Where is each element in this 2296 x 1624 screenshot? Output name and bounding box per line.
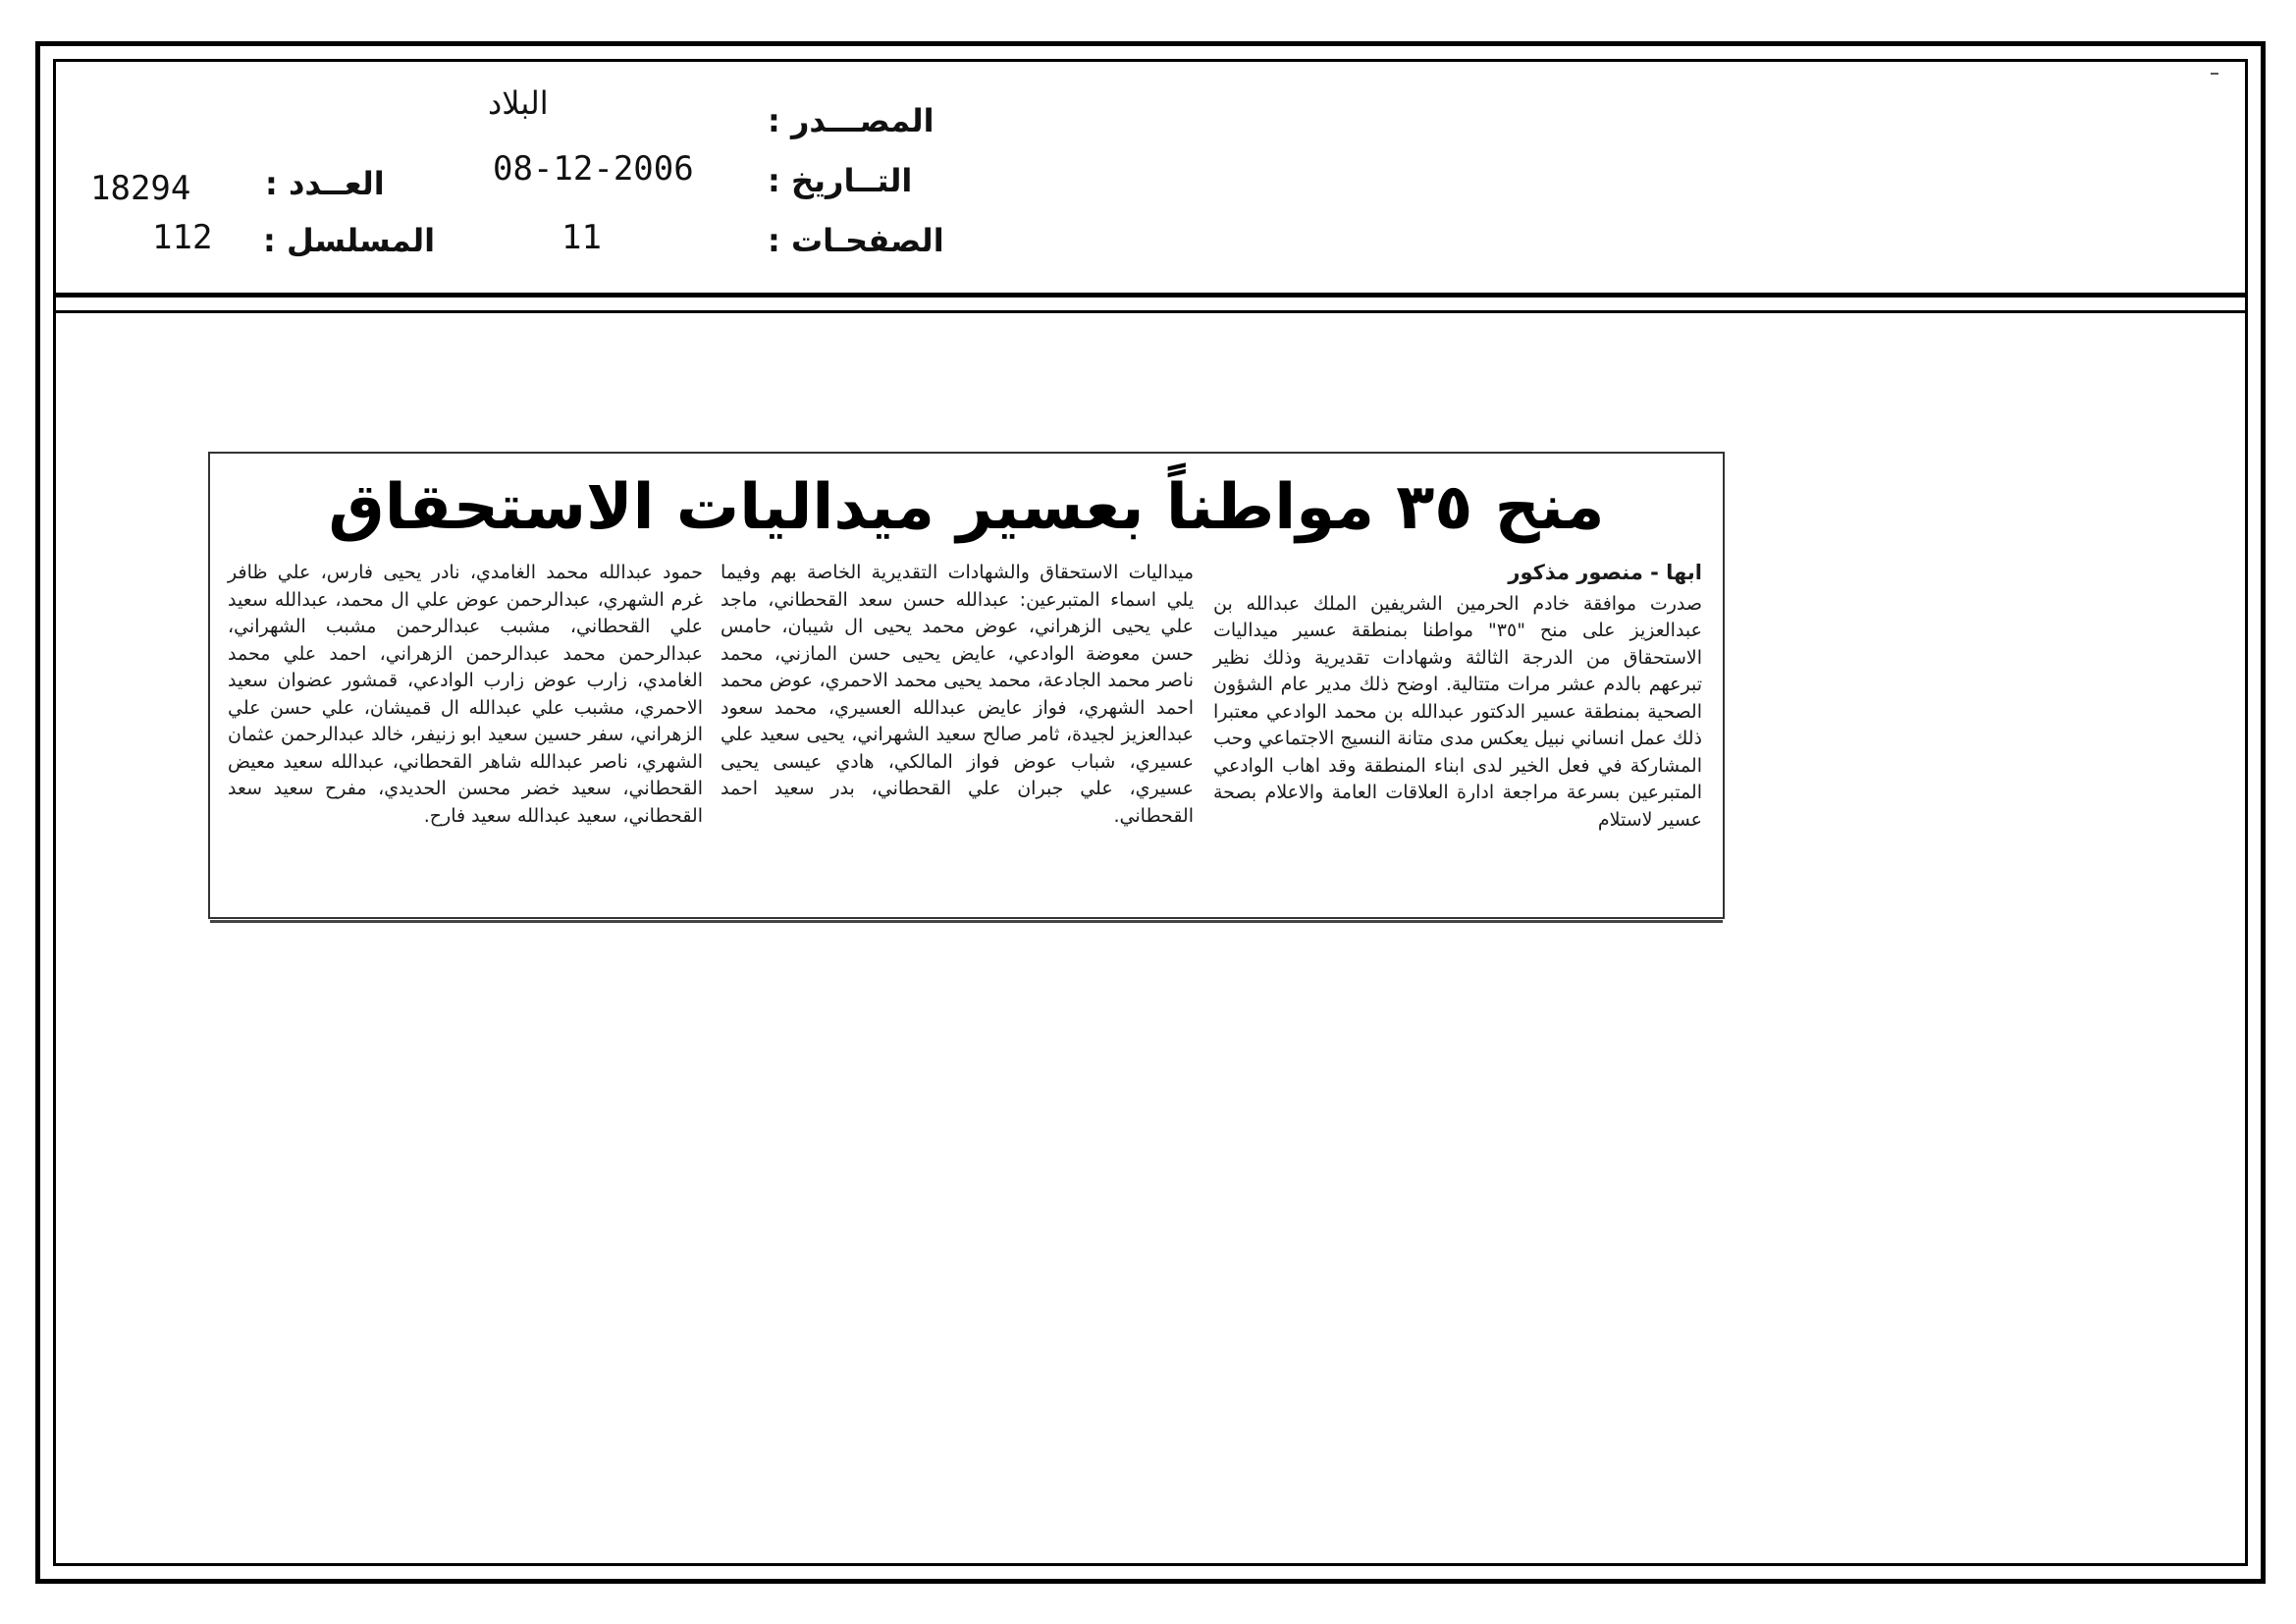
- corner-mark: [2211, 73, 2218, 75]
- header-divider: [53, 293, 2248, 298]
- article-column-1: [1213, 560, 1702, 834]
- source-label: المصـــدر :: [768, 102, 934, 139]
- article-byline: ابها - منصور مذكور: [1508, 561, 1702, 584]
- news-clipping: [208, 452, 1725, 919]
- article-column-2-text: ميداليات الاستحقاق والشهادات التقديرية الخاصة بهم وفيما يلي اسماء المتبرعين: عبدالله حسن سعد القحطاني، ماجد علي يحيى الزهراني، عوض محمد يحيى ال شيبان، حامس حسن معوضة الوادعي، عايض يحيى حسن المازني، محمد ناصر محمد الجادعة، محمد يحيى محمد الاحمري، عوض محمد احمد الشهري، فواز عايض عبدالله العسيري، محمد سعود عبدالعزيز لجيدة، ثامر صالح سعيد الشهراني، يحيى سعيد علي عسيري، شباب عوض فواز المالكي، هادي عيسى يحيى عسيري، علي جبران علي القحطاني، بدر سعيد احمد القحطاني.: [721, 562, 1194, 827]
- serial-value: 112: [152, 218, 213, 257]
- source-value: البلاد: [488, 84, 549, 122]
- header-divider-thin: [53, 310, 2248, 313]
- issue-value: 18294: [90, 169, 191, 208]
- article-headline: منح ٣٥ مواطناً بعسير ميداليات الاستحقاق: [328, 471, 1605, 544]
- date-label: التــاريخ :: [768, 162, 913, 199]
- article-column-3-text: حمود عبدالله محمد الغامدي، نادر يحيى فارس، علي ظافر غرم الشهري، عبدالرحمن عوض علي ال محمد، عبدالله سعيد علي القحطاني، مشبب عبدالرحمن مشبب الشهراني، عبدالرحمن محمد عبدالرحمن الزهراني، احمد علي محمد الغامدي، زارب عوض زارب الوادعي، قمشور عضوان سعيد الاحمري، مشبب علي عبدالله ال قميشان، علي حسن علي الزهراني، سفر حسين سعيد ابو زنيفر، خالد عبدالرحمن عثمان الشهري، ناصر عبدالله شاهر القحطاني، عبدالله سعيد معيض القحطاني، سعيد خضر محسن الحديدي، مفرح سعيد سعد القحطاني، سعيد عبدالله سعيد فارح.: [228, 562, 703, 827]
- date-value: 08-12-2006: [493, 149, 694, 189]
- article-column-2: [721, 560, 1194, 830]
- serial-label: المسلسل :: [263, 222, 436, 259]
- pages-label: الصفحـات :: [768, 222, 944, 259]
- article-column-3: [228, 560, 703, 830]
- article-column-1-text: صدرت موافقة خادم الحرمين الشريفين الملك عبدالله بن عبدالعزيز على منح "٣٥" مواطنا بمنطقة عسير ميداليات الاستحقاق من الدرجة الثالثة وشهادات تقديرية وذلك نظير تبرعهم بالدم عشر مرات متتالية. اوضح ذلك مدير عام الشؤون الصحية بمنطقة عسير الدكتور عبدالله بن محمد الوادعي معتبرا ذلك عمل انساني نبيل يعكس مدى متانة النسيج الاجتماعي وحب المشاركة في فعل الخير لدى ابناء المنطقة وقد اهاب الوادعي المتبرعين بسرعة مراجعة ادارة العلاقات العامة والاعلام بصحة عسير لاستلام: [1213, 592, 1702, 831]
- issue-label: العــدد :: [265, 165, 385, 202]
- article-bottom-rule: [210, 920, 1723, 923]
- pages-value: 11: [561, 218, 602, 257]
